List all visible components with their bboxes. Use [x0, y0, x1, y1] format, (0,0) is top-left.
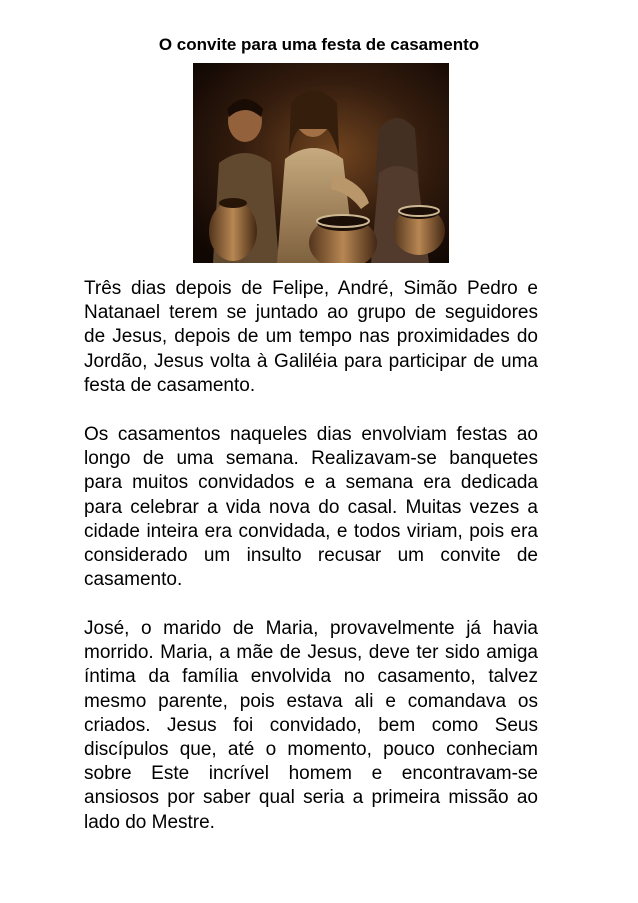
wedding-photo	[193, 63, 449, 263]
photo-illustration	[193, 63, 449, 263]
paragraph-2: Os casamentos naqueles dias envolviam festas ao longo de uma semana. Realizavam-se banquetes para muitos convidados e a semana era dedicada para celebrar a vida nova do casal. Muitas vezes a cidade inteira era convidada, e todos viriam, pois era considerado um insulto recusar um convite de casamento.	[84, 424, 538, 591]
paragraph-1: Três dias depois de Felipe, André, Simão Pedro e Natanael terem se juntado ao grupo de seguidores de Jesus, depois de um tempo nas proximidades do Jordão, Jesus volta à Galiléia para participar de uma festa de casamento.	[84, 278, 538, 396]
paragraph-3: José, o marido de Maria, provavelmente já havia morrido. Maria, a mãe de Jesus, deve ter sido amiga íntima da família envolvida no casamento, talvez mesmo parente, pois estava ali e comandava os criados. Jesus foi convidado, bem como Seus discípulos que, até o momento, pouco conheciam sobre Este incrível homem e encontravam-se ansiosos por saber qual seria a primeira missão ao lado do Mestre.	[84, 618, 538, 833]
page-title: O convite para uma festa de casamento	[158, 35, 480, 54]
